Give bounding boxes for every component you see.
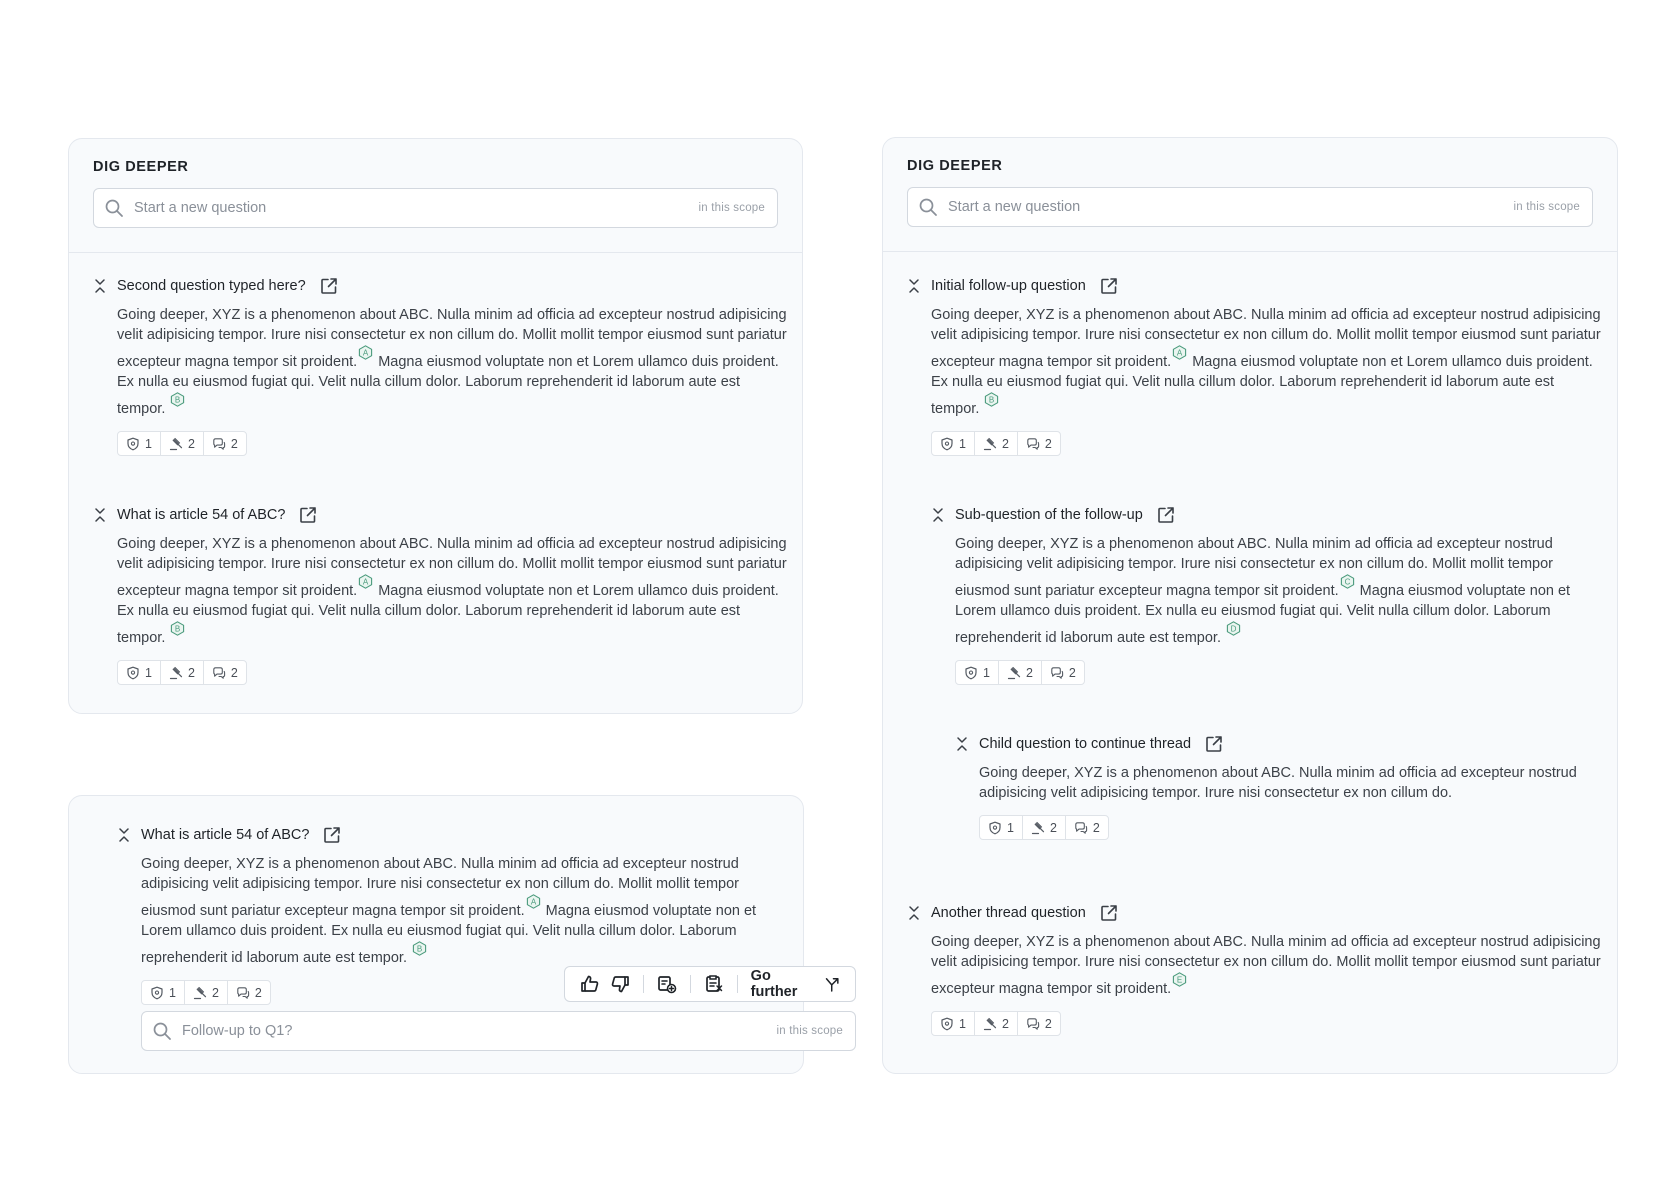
new-question-input[interactable] xyxy=(948,199,1513,215)
panel-title: DIG DEEPER xyxy=(93,159,189,175)
divider xyxy=(737,975,738,993)
question-item xyxy=(907,275,1602,456)
panel-header xyxy=(69,139,802,253)
citation-badge-icon[interactable] xyxy=(526,894,541,909)
shield-icon xyxy=(126,437,140,451)
experts-badge[interactable]: 2 xyxy=(161,432,204,455)
sources-badge[interactable]: 1 xyxy=(956,661,999,684)
collapse-chevrons-icon[interactable] xyxy=(117,827,131,843)
divider xyxy=(643,975,644,993)
citation-badge-icon[interactable] xyxy=(984,392,999,407)
comments-icon xyxy=(212,437,226,451)
comments-badge[interactable]: 2 xyxy=(1042,661,1084,684)
stats-badges xyxy=(117,431,247,456)
answer-text: Going deeper, XYZ is a phenomenon about ABC. Nulla minim ad officia ad excepteur nostrud adipisicing velit adipisicing tempor. Irure nisi consectetur ex non cillum do. Mollit mollit tempor eiusmod sunt pariatur excepteur magna tempor sit proident. A Magna eiusmod voluptate non et Lorem ullamco duis proident. Ex nulla eu eiusmod fugiat qui. Velit nulla cillum dolor. Laborum reprehenderit id laborum aute est tempor. B xyxy=(117,536,787,646)
citation-badge-icon[interactable] xyxy=(412,941,427,956)
sources-badge[interactable]: 1 xyxy=(980,816,1023,839)
sources-badge[interactable]: 1 xyxy=(932,1012,975,1035)
question-title[interactable]: Second question typed here? xyxy=(117,278,306,294)
collapse-chevrons-icon[interactable] xyxy=(93,507,107,523)
citation-badge-icon[interactable] xyxy=(170,392,185,407)
shield-icon xyxy=(940,1017,954,1031)
followup-input[interactable] xyxy=(182,1023,776,1039)
svg-text:D: D xyxy=(1230,624,1237,634)
experts-badge[interactable]: 2 xyxy=(161,661,204,684)
thumbs-up-icon[interactable] xyxy=(575,967,605,1001)
add-to-board-icon[interactable] xyxy=(652,967,682,1001)
answer-text: Going deeper, XYZ is a phenomenon about ABC. Nulla minim ad officia ad excepteur nostrud adipisicing velit adipisicing tempor. Irure nisi consectetur ex non cillum do. Mollit mollit tempor eiusmod sunt pariatur excepteur magna tempor sit proident. C Magna eiusmod voluptate non et Lorem ullamco duis proident. Ex nulla eu eiusmod fugiat qui. Velit nulla cillum dolor. Laborum reprehenderit id laborum aute est tempor. D xyxy=(955,536,1571,646)
stats-badges xyxy=(955,660,1085,685)
comments-icon xyxy=(236,986,250,1000)
experts-badge[interactable]: 2 xyxy=(975,432,1018,455)
gavel-icon xyxy=(983,1017,997,1031)
stats-badges xyxy=(141,980,271,1005)
question-title[interactable]: Sub-question of the follow-up xyxy=(955,507,1143,523)
branch-arrow-icon xyxy=(823,974,840,994)
scope-label: in this scope xyxy=(776,1025,843,1037)
citation-badge-icon[interactable] xyxy=(1340,574,1355,589)
sources-badge[interactable]: 1 xyxy=(118,432,161,455)
thumbs-down-icon[interactable] xyxy=(605,967,635,1001)
citation-badge-icon[interactable] xyxy=(170,621,185,636)
comments-icon xyxy=(1074,821,1088,835)
comments-badge[interactable]: 2 xyxy=(1018,432,1060,455)
open-external-icon[interactable] xyxy=(299,506,317,524)
scope-label: in this scope xyxy=(698,202,765,214)
sources-badge[interactable]: 1 xyxy=(142,981,185,1004)
svg-text:C: C xyxy=(1344,577,1351,587)
shield-icon xyxy=(150,986,164,1000)
question-item xyxy=(93,275,788,456)
collapse-chevrons-icon[interactable] xyxy=(907,905,921,921)
answer-text: Going deeper, XYZ is a phenomenon about ABC. Nulla minim ad officia ad excepteur nostrud adipisicing velit adipisicing tempor. Irure nisi consectetur ex non cillum do. xyxy=(979,765,1577,801)
open-external-icon[interactable] xyxy=(320,277,338,295)
sources-badge[interactable]: 1 xyxy=(118,661,161,684)
question-title[interactable]: What is article 54 of ABC? xyxy=(117,507,286,523)
question-item xyxy=(93,504,788,685)
scope-label: in this scope xyxy=(1513,201,1580,213)
sources-badge[interactable]: 1 xyxy=(932,432,975,455)
question-title[interactable]: Another thread question xyxy=(931,905,1086,921)
report-icon[interactable] xyxy=(699,967,729,1001)
svg-text:B: B xyxy=(416,944,423,954)
experts-badge[interactable]: 2 xyxy=(1023,816,1066,839)
followup-search-box[interactable] xyxy=(141,1011,856,1051)
open-external-icon[interactable] xyxy=(1205,735,1223,753)
answer-text: Going deeper, XYZ is a phenomenon about ABC. Nulla minim ad officia ad excepteur nostrud adipisicing velit adipisicing tempor. Irure nisi consectetur ex non cillum do. Mollit mollit tempor eiusmod sunt pariatur excepteur magna tempor sit proident. A Magna eiusmod voluptate non et Lorem ullamco duis proident. Ex nulla eu eiusmod fugiat qui. Velit nulla cillum dolor. Laborum reprehenderit id laborum aute est tempor. B xyxy=(141,856,757,966)
comments-icon xyxy=(212,666,226,680)
gavel-icon xyxy=(1007,666,1021,680)
svg-text:B: B xyxy=(989,395,995,405)
search-icon xyxy=(94,198,134,218)
panel-title: DIG DEEPER xyxy=(907,158,1003,174)
collapse-chevrons-icon[interactable] xyxy=(955,736,969,752)
svg-text:B: B xyxy=(175,395,181,405)
question-title[interactable]: What is article 54 of ABC? xyxy=(141,827,310,843)
question-item xyxy=(907,902,1602,1036)
citation-badge-icon[interactable] xyxy=(358,345,373,360)
new-question-search[interactable] xyxy=(907,187,1593,227)
question-item xyxy=(955,733,1595,840)
gavel-icon xyxy=(193,986,207,1000)
new-question-input[interactable] xyxy=(134,200,698,216)
answer-action-bar xyxy=(564,966,856,1002)
shield-icon xyxy=(964,666,978,680)
panel-header xyxy=(883,138,1617,252)
stats-badges xyxy=(931,1011,1061,1036)
svg-text:A: A xyxy=(530,897,536,907)
collapse-chevrons-icon[interactable] xyxy=(93,278,107,294)
new-question-search[interactable] xyxy=(93,188,778,228)
comments-badge[interactable]: 2 xyxy=(1066,816,1108,839)
comments-icon xyxy=(1026,437,1040,451)
stats-badges xyxy=(979,815,1109,840)
stats-badges xyxy=(931,431,1061,456)
svg-text:A: A xyxy=(363,577,369,587)
shield-icon xyxy=(940,437,954,451)
comments-badge[interactable]: 2 xyxy=(204,661,246,684)
open-external-icon[interactable] xyxy=(323,826,341,844)
answer-text: Going deeper, XYZ is a phenomenon about ABC. Nulla minim ad officia ad excepteur nostrud adipisicing velit adipisicing tempor. Irure nisi consectetur ex non cillum do. Mollit mollit tempor eiusmod sunt pariatur excepteur magna tempor sit proident. A Magna eiusmod voluptate non et Lorem ullamco duis proident. Ex nulla eu eiusmod fugiat qui. Velit nulla cillum dolor. Laborum reprehenderit id laborum aute est tempor. B xyxy=(931,307,1601,417)
experts-badge[interactable]: 2 xyxy=(999,661,1042,684)
gavel-icon xyxy=(169,437,183,451)
experts-badge[interactable]: 2 xyxy=(185,981,228,1004)
go-further-label: Go further xyxy=(750,968,798,1000)
question-title[interactable]: Child question to continue thread xyxy=(979,736,1192,752)
comments-icon xyxy=(1050,666,1064,680)
open-external-icon[interactable] xyxy=(1100,904,1118,922)
open-external-icon[interactable] xyxy=(1157,506,1175,524)
gavel-icon xyxy=(1031,821,1045,835)
question-item xyxy=(931,504,1603,685)
followup-search xyxy=(141,1011,856,1051)
shield-icon xyxy=(126,666,140,680)
gavel-icon xyxy=(169,666,183,680)
answer-text: Going deeper, XYZ is a phenomenon about ABC. Nulla minim ad officia ad excepteur nostrud adipisicing velit adipisicing tempor. Irure nisi consectetur ex non cillum do. Mollit mollit tempor eiusmod sunt pariatur excepteur magna tempor sit proident. E xyxy=(931,934,1601,997)
svg-text:A: A xyxy=(363,348,369,358)
comments-badge[interactable]: 2 xyxy=(1018,1012,1060,1035)
answer-text: Going deeper, XYZ is a phenomenon about ABC. Nulla minim ad officia ad excepteur nostrud adipisicing velit adipisicing tempor. Irure nisi consectetur ex non cillum do. Mollit mollit tempor eiusmod sunt pariatur excepteur magna tempor sit proident. A Magna eiusmod voluptate non et Lorem ullamco duis proident. Ex nulla eu eiusmod fugiat qui. Velit nulla cillum dolor. Laborum reprehenderit id laborum aute est tempor. B xyxy=(117,307,787,417)
stats-badges xyxy=(117,660,247,685)
gavel-icon xyxy=(983,437,997,451)
citation-badge-icon[interactable] xyxy=(1226,621,1241,636)
shield-icon xyxy=(988,821,1002,835)
question-detail-panel xyxy=(68,795,843,1074)
citation-badge-icon[interactable] xyxy=(1172,972,1187,987)
question-title[interactable]: Initial follow-up question xyxy=(931,278,1086,294)
divider xyxy=(690,975,691,993)
citation-badge-icon[interactable] xyxy=(358,574,373,589)
svg-text:E: E xyxy=(1177,975,1183,985)
dig-deeper-panel-right xyxy=(882,137,1618,1074)
experts-badge[interactable]: 2 xyxy=(975,1012,1018,1035)
svg-text:A: A xyxy=(1177,348,1183,358)
search-icon xyxy=(142,1021,182,1041)
collapse-chevrons-icon[interactable] xyxy=(907,278,921,294)
search-icon xyxy=(908,197,948,217)
citation-badge-icon[interactable] xyxy=(1172,345,1187,360)
comments-badge[interactable]: 2 xyxy=(228,981,270,1004)
collapse-chevrons-icon[interactable] xyxy=(931,507,945,523)
open-external-icon[interactable] xyxy=(1100,277,1118,295)
comments-badge[interactable]: 2 xyxy=(204,432,246,455)
comments-icon xyxy=(1026,1017,1040,1031)
go-further-button[interactable] xyxy=(746,967,845,1001)
svg-text:B: B xyxy=(175,624,181,634)
dig-deeper-panel-left xyxy=(68,138,803,714)
